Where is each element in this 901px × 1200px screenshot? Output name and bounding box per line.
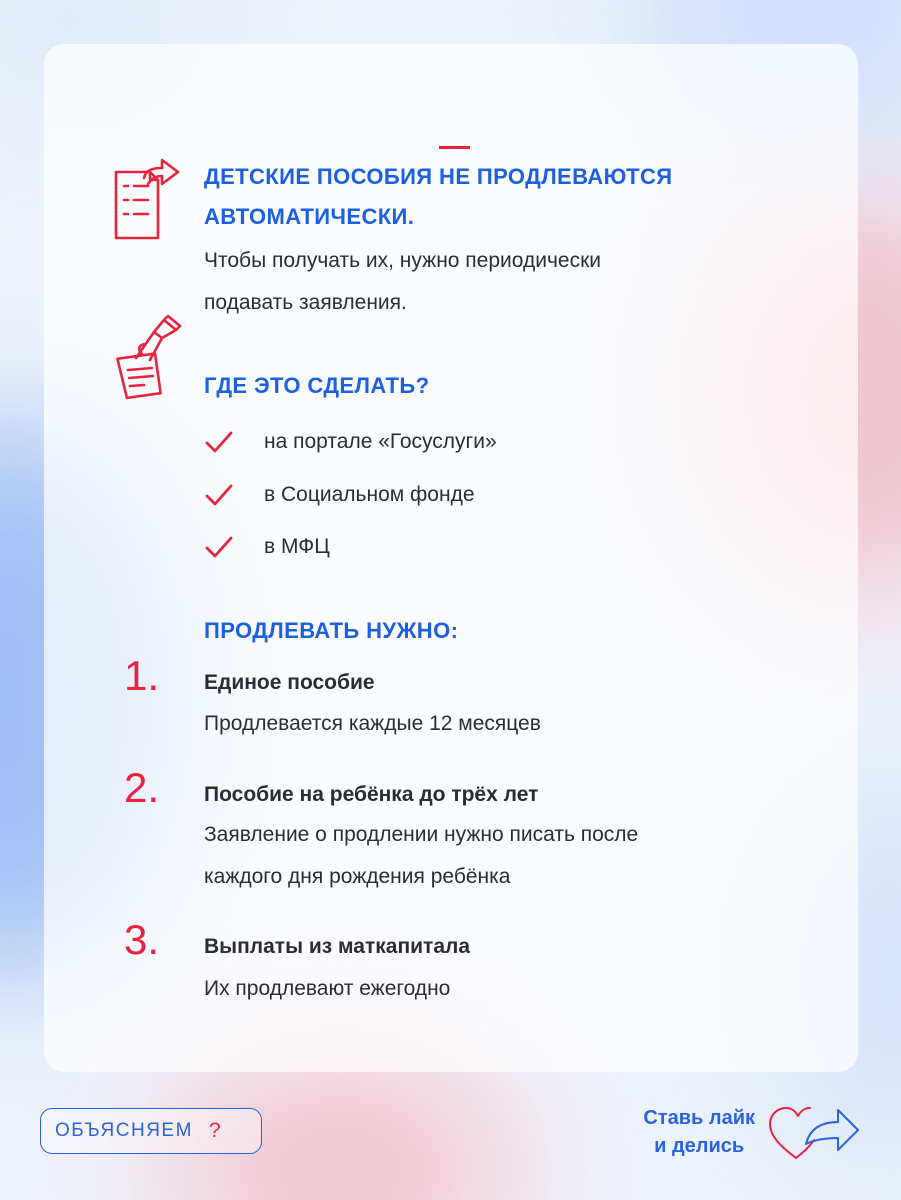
section2-title: ГДЕ ЭТО СДЕЛАТЬ?: [204, 373, 430, 398]
check-icon: [204, 429, 234, 455]
place-item: [204, 478, 475, 512]
item-number: 2.: [124, 764, 160, 811]
share-line1: Ставь лайк: [643, 1107, 755, 1129]
question-mark: ?: [208, 1119, 221, 1142]
place-item: [204, 530, 330, 564]
hand-document-icon: [114, 312, 186, 400]
item-number: 3.: [124, 916, 160, 963]
place-label: на портале «Госуслуги»: [264, 430, 497, 453]
section1-text-line1: Чтобы получать их, нужно периодически: [204, 249, 602, 272]
place-label: в МФЦ: [264, 535, 330, 558]
item-text: Продлевается каждые 12 месяцев: [204, 712, 541, 735]
item-title: Выплаты из маткапитала: [204, 935, 471, 958]
item-title: Пособие на ребёнка до трёх лет: [204, 783, 539, 806]
section1-text-line2: подавать заявления.: [204, 291, 407, 314]
item-title: Единое пособие: [204, 671, 375, 694]
section3-title: ПРОДЛЕВАТЬ НУЖНО:: [204, 618, 459, 643]
emphasis-word: НЕ: [439, 158, 470, 196]
heart-share-icon[interactable]: [766, 1104, 862, 1167]
check-icon: [204, 482, 234, 508]
item-number: 1.: [124, 652, 160, 699]
explain-badge[interactable]: [40, 1108, 262, 1154]
section1-title: ДЕТСКИЕ ПОСОБИЯ НЕ ПРОДЛЕВАЮТСЯ: [204, 158, 672, 196]
item-text: Заявление о продлении нужно писать после: [204, 823, 639, 846]
place-item: [204, 425, 497, 459]
check-icon: [204, 534, 234, 560]
item-text: Их продлевают ежегодно: [204, 977, 451, 1000]
document-arrow-icon: [112, 156, 184, 242]
place-label: в Социальном фонде: [264, 483, 475, 506]
share-line2: и делись: [654, 1135, 745, 1157]
section1-title-line2: АВТОМАТИЧЕСКИ.: [204, 204, 415, 229]
share-prompt[interactable]: [643, 1104, 755, 1160]
item-text: каждого дня рождения ребёнка: [204, 865, 511, 888]
badge-label: ОБЪЯСНЯЕМ: [55, 1120, 193, 1141]
